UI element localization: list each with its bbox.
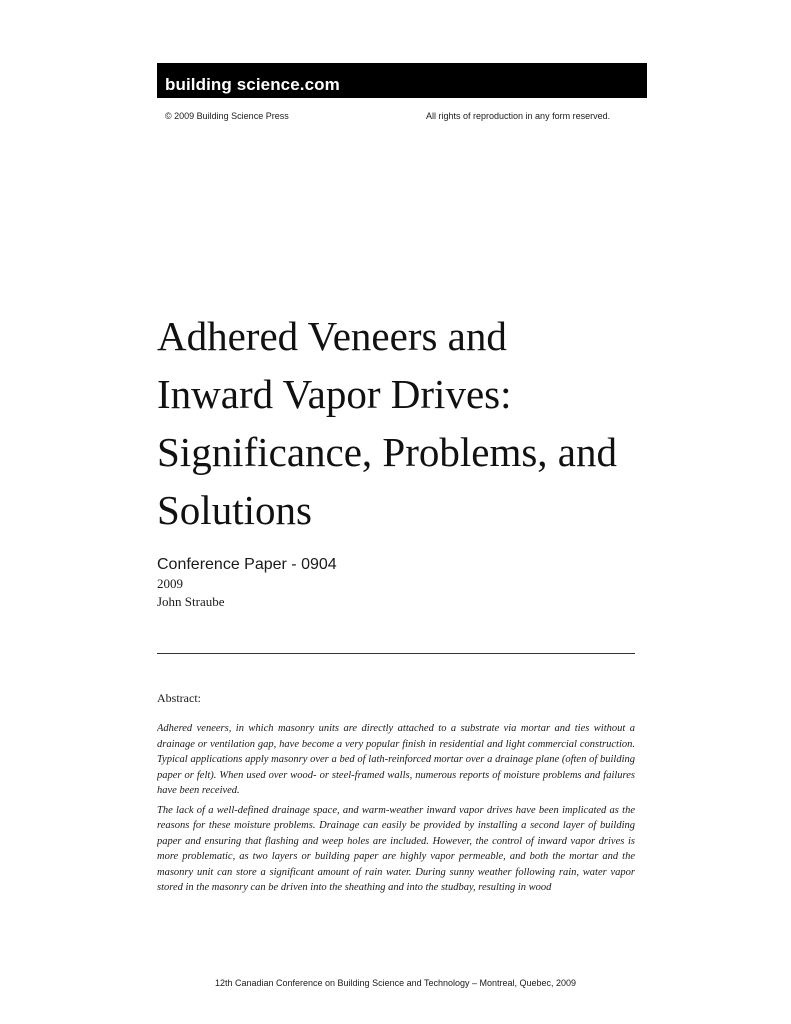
abstract-paragraph: Adhered veneers, in which masonry units are directly attached to a substrate via mortar and ties without a drainage or ventilation gap, have become a very popular finish in residential and light commercial construction. Typical applications apply masonry over a bed of lath-reinforced mortar over a drainage plane (often of building paper or felt). When used over wood- or steel-framed walls, numerous reports of moisture problems and failures have been received.: [157, 723, 635, 796]
section-divider: [157, 653, 635, 654]
brand-logo-text: building science.com: [165, 75, 340, 94]
paper-title: [157, 307, 677, 539]
page-footer: 12th Canadian Conference on Building Science and Technology – Montreal, Quebec, 2009: [214, 978, 577, 988]
rights-notice: All rights of reproduction in any form reserved.: [426, 111, 611, 121]
abstract-body: [157, 721, 635, 907]
abstract-heading: Abstract:: [157, 691, 201, 705]
title-line: Inward Vapor Drives:: [157, 371, 512, 417]
paper-type-label: Conference Paper - 0904: [157, 556, 337, 573]
abstract-paragraph: The lack of a well-defined drainage space, and warm-weather inward vapor drives have been implicated as the reasons for these moisture problems. Drainage can easily be provided by installing a second layer of building paper and ensuring that flashing and weep holes are included. However, the control of inward vapor drives is more problematic, as two layers or building paper are highly vapor permeable, and both the mortar and the masonry unit can store a significant amount of rain water. During sunny weather following rain, water vapor stored in the masonry can be driven into the sheathing and into the studbay, resulting in wood: [157, 804, 635, 893]
copyright-notice: © 2009 Building Science Press: [165, 111, 289, 121]
publication-year: 2009: [157, 576, 183, 591]
brand-header-bar: [157, 63, 647, 98]
author-name: John Straube: [157, 594, 225, 609]
title-line: Adhered Veneers and: [157, 313, 507, 359]
title-line: Solutions: [157, 487, 312, 533]
title-line: Significance, Problems, and: [157, 429, 618, 475]
